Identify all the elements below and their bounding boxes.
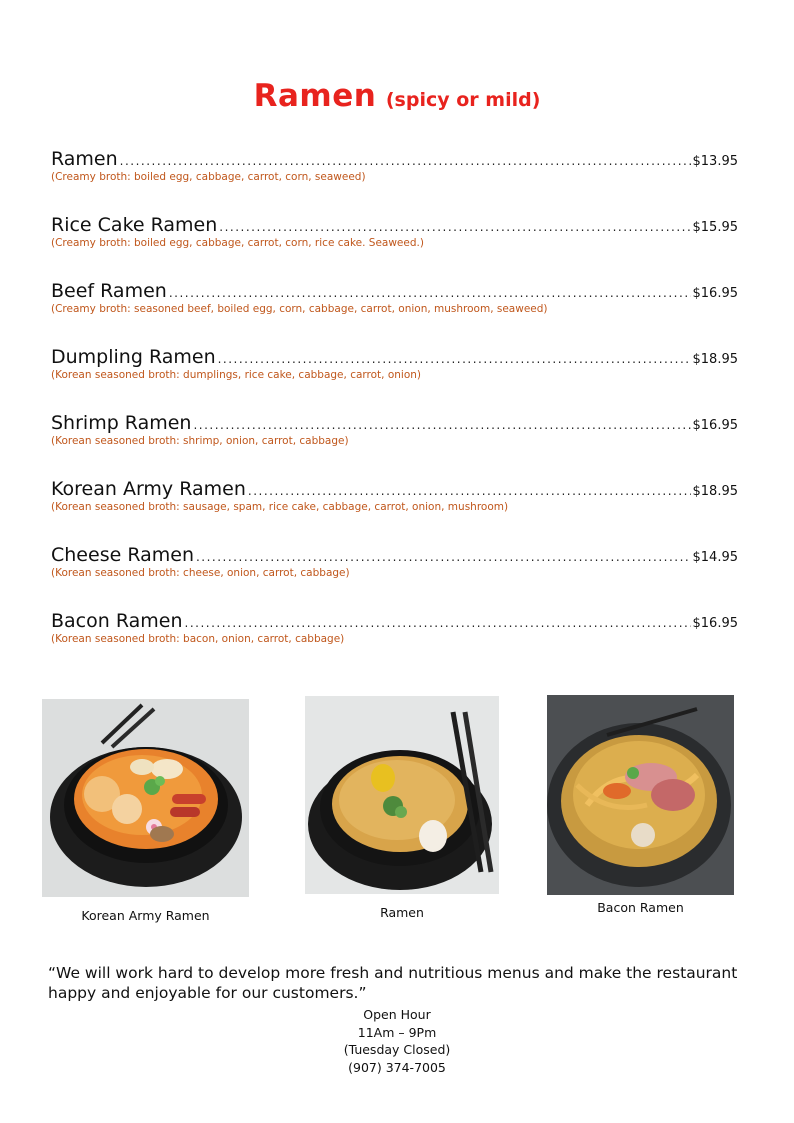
dot-leader: [169, 286, 691, 300]
menu-item-price: $16.95: [692, 418, 738, 433]
closed-day: (Tuesday Closed): [343, 1042, 451, 1057]
bacon-ramen-photo: [547, 695, 734, 895]
menu-item-name: Ramen: [51, 148, 118, 170]
menu-item-name: Rice Cake Ramen: [51, 214, 218, 236]
menu-item: [51, 280, 738, 346]
menu-item-name: Beef Ramen: [51, 280, 167, 302]
menu-list: [51, 148, 738, 676]
dot-leader: [248, 484, 691, 498]
restaurant-quote: “We will work hard to develop more fresh and nutritious menus and make the restaurant happy and enjoyable for our customers.”: [48, 964, 738, 1002]
dot-leader: [196, 550, 691, 564]
menu-item: [51, 214, 738, 280]
ramen-photo: [305, 696, 499, 894]
menu-title: [0, 78, 794, 114]
dot-leader: [185, 616, 691, 630]
menu-item: [51, 610, 738, 676]
menu-item-name: Cheese Ramen: [51, 544, 194, 566]
menu-item-price: $18.95: [692, 484, 738, 499]
menu-item-description: (Korean seasoned broth: dumplings, rice cake, cabbage, carrot, onion): [51, 369, 422, 381]
phone-number: (907) 374-7005: [348, 1059, 446, 1075]
photo-caption: Ramen: [380, 905, 424, 920]
menu-item-name: Shrimp Ramen: [51, 412, 192, 434]
dot-leader: [219, 220, 690, 234]
menu-item-description: (Creamy broth: boiled egg, cabbage, carrot, corn, seaweed): [51, 171, 366, 183]
photo-caption: Bacon Ramen: [597, 900, 684, 915]
menu-item-price: $16.95: [692, 286, 738, 301]
menu-item: [51, 346, 738, 412]
photo-caption: Korean Army Ramen: [81, 908, 210, 923]
menu-item-price: $13.95: [692, 154, 738, 169]
dot-leader: [193, 418, 690, 432]
menu-item-name: Korean Army Ramen: [51, 478, 246, 500]
menu-item-description: (Creamy broth: boiled egg, cabbage, carrot, corn, rice cake. Seaweed.): [51, 237, 424, 249]
menu-item-description: (Korean seasoned broth: sausage, spam, rice cake, cabbage, carrot, onion, mushroom): [51, 501, 509, 513]
menu-item-name: Dumpling Ramen: [51, 346, 216, 368]
menu-item-description: (Korean seasoned broth: cheese, onion, carrot, cabbage): [51, 567, 350, 579]
korean-army-ramen-photo: [42, 699, 249, 897]
menu-item: [51, 544, 738, 610]
menu-item-name: Bacon Ramen: [51, 610, 183, 632]
menu-item-price: $16.95: [692, 616, 738, 631]
dot-leader: [120, 154, 691, 168]
opening-hours: [0, 1006, 794, 1076]
menu-item-price: $18.95: [692, 352, 738, 367]
dot-leader: [218, 352, 691, 366]
menu-item-description: (Creamy broth: seasoned beef, boiled egg, corn, cabbage, carrot, onion, mushroom, seaweed): [51, 303, 548, 315]
menu-item-description: (Korean seasoned broth: shrimp, onion, carrot, cabbage): [51, 435, 349, 447]
menu-item-price: $15.95: [692, 220, 738, 235]
menu-item: [51, 478, 738, 544]
menu-title-main: Ramen: [253, 78, 377, 114]
menu-item-price: $14.95: [692, 550, 738, 565]
menu-title-subtitle: (spicy or mild): [385, 89, 541, 111]
hours-label: Open Hour: [363, 1007, 431, 1022]
menu-item: [51, 412, 738, 478]
menu-item: [51, 148, 738, 214]
menu-item-description: (Korean seasoned broth: bacon, onion, carrot, cabbage): [51, 633, 345, 645]
hours-time: 11Am – 9Pm: [357, 1024, 437, 1040]
